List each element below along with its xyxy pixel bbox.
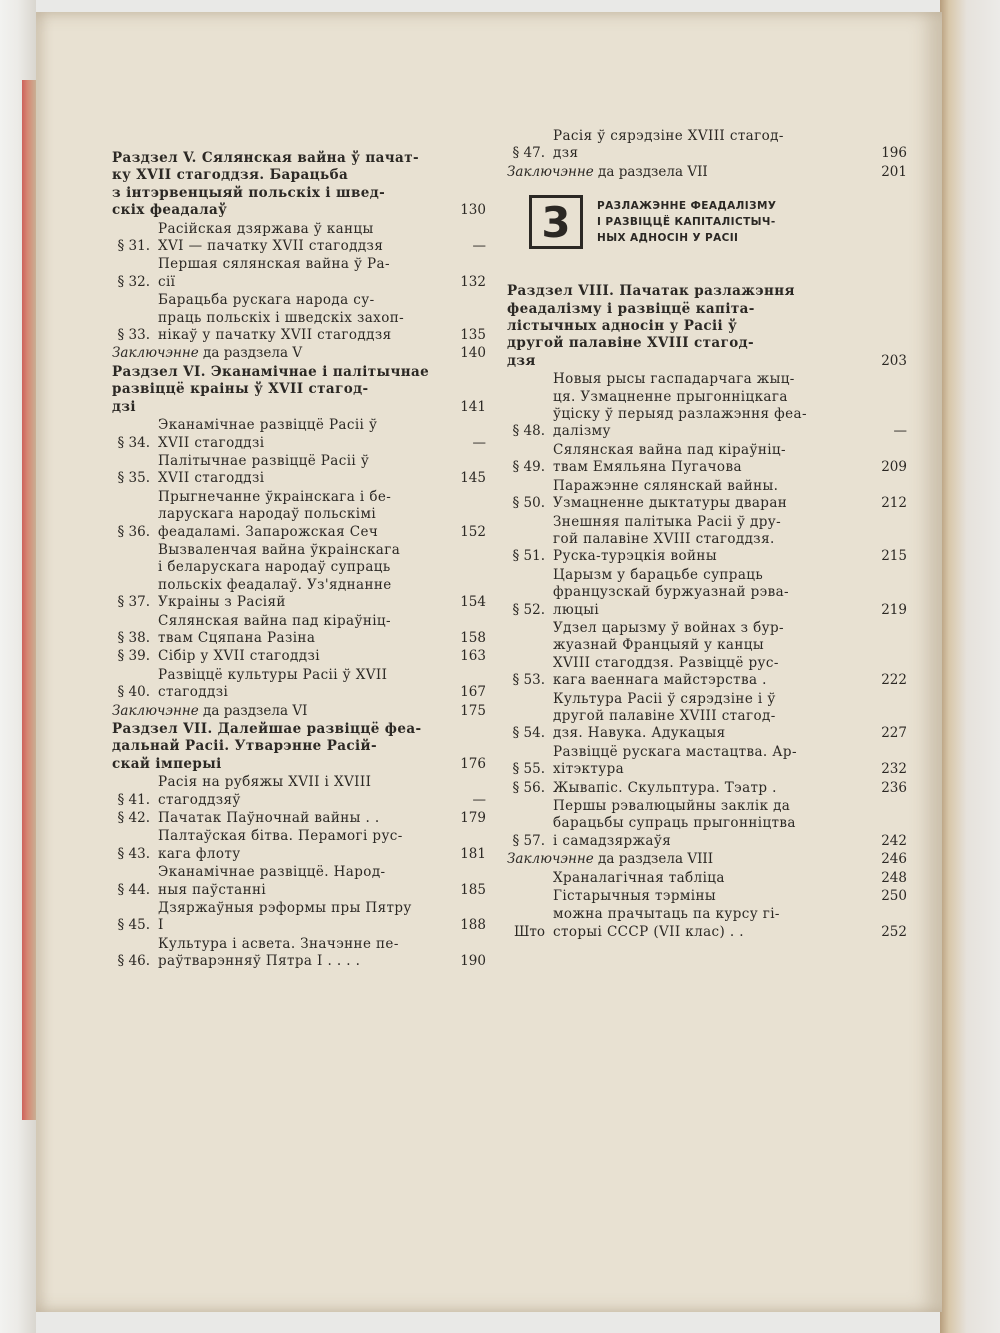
toc-entry-number: Што — [513, 923, 545, 940]
toc-entry-line: да раздзела VII — [593, 163, 708, 180]
toc-entry-line: далізму — [553, 423, 611, 440]
toc-entry-title — [112, 150, 446, 220]
toc-right-column — [507, 128, 907, 942]
toc-entry-title — [158, 489, 446, 541]
toc-entry-title — [158, 613, 446, 648]
toc-entry — [507, 371, 907, 441]
toc-entry-title — [112, 703, 446, 720]
toc-entry — [507, 870, 907, 887]
toc-entry-title — [158, 936, 446, 971]
toc-entry-line: Дзяржаўныя рэформы пры Пятру — [158, 900, 412, 917]
toc-entry-number: § 42. — [117, 810, 150, 827]
toc-entry-title — [112, 345, 446, 362]
toc-entry-line: феадаламі. Запарожская Сеч — [158, 523, 379, 540]
toc-entry-line: Раздзел VII. Далейшае развіццё феа- — [112, 721, 422, 737]
toc-entry-line: Развіццё культуры Расіі ў XVII — [158, 666, 388, 683]
toc-entry-page: 163 — [460, 648, 486, 665]
toc-entry — [507, 567, 907, 619]
toc-entry-page: 248 — [881, 869, 907, 886]
toc-entry-page: 181 — [460, 845, 486, 862]
toc-entry — [112, 810, 486, 827]
toc-entry-line: Культура і асвета. Значэнне пе- — [158, 935, 399, 952]
part-number: 3 — [529, 195, 583, 249]
toc-entry-line: французскай буржуазнай рэва- — [553, 584, 790, 601]
part-heading — [507, 195, 907, 249]
toc-entry-number: § 41. — [117, 791, 150, 808]
toc-entry-line: люцыі — [553, 601, 600, 618]
toc-entry-line: Сялянская вайна пад кіраўніц- — [158, 612, 391, 629]
toc-entry-line: феадалізму і развіццё капіта- — [507, 300, 755, 317]
toc-entry-line: ларускага народаў польскімі — [158, 506, 377, 523]
toc-entry-page: 227 — [881, 725, 907, 742]
toc-entry — [112, 542, 486, 612]
toc-entry-lead: Заключэнне — [112, 702, 199, 719]
toc-entry-lead: Заключэнне — [507, 163, 594, 180]
toc-right-top — [507, 128, 907, 181]
toc-entry-number: § 40. — [117, 684, 150, 701]
toc-entry-line: сторыі СССР (VII клас) . . — [553, 923, 744, 940]
toc-entry-title — [158, 417, 446, 452]
toc-entry-title — [158, 648, 446, 665]
toc-entry-title — [553, 906, 867, 941]
toc-entry — [507, 283, 907, 370]
toc-entry-number: § 45. — [117, 917, 150, 934]
toc-entry-line: кага ваеннага майстэрства . — [553, 672, 767, 689]
toc-entry-title — [553, 744, 867, 779]
toc-entry-page: 250 — [881, 888, 907, 905]
toc-entry-line: Вызваленчая вайна ўкраінскага — [158, 541, 401, 558]
toc-entry-line: Раздзел VIII. Пачатак разлажэння — [507, 283, 795, 300]
toc-entry-page: 167 — [460, 684, 486, 701]
toc-entry-line: твам Емяльяна Пугачова — [553, 459, 742, 476]
toc-entry — [112, 613, 486, 648]
toc-entry-title — [158, 774, 446, 809]
toc-entry — [112, 489, 486, 541]
toc-entry-lead: Заключэнне — [112, 345, 199, 362]
toc-entry-line: Першы рэвалюцыйны заклік да — [553, 798, 791, 814]
toc-entry-page: 135 — [460, 327, 486, 344]
toc-entry-page: — — [472, 791, 486, 808]
toc-entry — [112, 256, 486, 291]
toc-entry-page: 132 — [460, 273, 486, 290]
toc-entry — [112, 417, 486, 452]
toc-entry-title — [553, 371, 867, 441]
toc-entry-page: 185 — [460, 881, 486, 898]
toc-entry-line: польскіх феадалаў. Уз'яднанне — [158, 576, 392, 593]
toc-entry-line: дзя — [553, 145, 579, 162]
toc-entry-title — [553, 567, 867, 619]
toc-entry-line: Раздзел VI. Эканамічнае і палітычнае — [112, 363, 430, 380]
toc-entry-line: Гістарычныя тэрміны — [553, 888, 717, 905]
toc-entry-line: XVII стагоддзі — [158, 434, 265, 451]
toc-entry-page: 212 — [881, 495, 907, 512]
toc-entry-title — [158, 542, 446, 612]
toc-entry — [112, 364, 486, 416]
toc-entry-line: сії — [158, 273, 176, 290]
toc-entry-page: 175 — [460, 702, 486, 719]
toc-entry-number: § 56. — [512, 779, 545, 796]
toc-entry-number: § 38. — [117, 629, 150, 646]
toc-entry-line: Пачатак Паўночнай вайны . . — [158, 810, 380, 827]
toc-entry-number: § 52. — [512, 601, 545, 618]
toc-entry-line: другой палавіне XVIII стагод- — [507, 335, 755, 352]
toc-entry-line: Удзел царызму ў войнах з бур- — [553, 619, 784, 636]
toc-entry-line: дзя — [507, 352, 536, 369]
toc-entry-line: Новыя рысы гаспадарчага жыц- — [553, 371, 795, 388]
toc-entry-number: § 31. — [117, 238, 150, 255]
toc-entry-line: Расія ў сярэдзіне XVIII стагод- — [553, 128, 784, 144]
toc-entry — [112, 828, 486, 863]
toc-entry — [112, 292, 486, 344]
toc-entry-title — [553, 514, 867, 566]
toc-entry-line: Паражэнне сялянскай вайны. — [553, 477, 779, 494]
toc-entry-number: § 47. — [512, 145, 545, 162]
toc-entry-number: § 46. — [117, 953, 150, 970]
toc-entry — [112, 150, 486, 220]
toc-entry — [112, 667, 486, 702]
toc-entry-line: стагоддзяў — [158, 791, 241, 808]
toc-entry-number: § 34. — [117, 434, 150, 451]
toc-entry-page: 196 — [881, 145, 907, 162]
toc-entry-line: жуазнай Францыяй у канцы — [553, 637, 764, 654]
toc-entry-line: XVII стагоддзі — [158, 470, 265, 487]
toc-entry-number: § 49. — [512, 459, 545, 476]
toc-entry-line: другой палавіне XVIII стагод- — [553, 707, 776, 724]
toc-entry — [507, 442, 907, 477]
toc-entry-page: 152 — [460, 523, 486, 540]
toc-entry-number: § 53. — [512, 672, 545, 689]
toc-entry — [507, 164, 907, 181]
toc-entry-title — [158, 221, 446, 256]
toc-entry — [112, 864, 486, 899]
toc-entry — [507, 128, 907, 163]
toc-entry-line: барацьбы супраць прыгонніцтва — [553, 815, 796, 832]
toc-entry — [507, 906, 907, 941]
toc-entry-line: Украіны з Расіяй — [158, 594, 286, 611]
toc-entry-page: 203 — [881, 352, 907, 369]
toc-entry-title — [553, 620, 867, 690]
toc-entry-line: Расія на рубяжы XVII і XVIII — [158, 774, 372, 791]
toc-entry-title — [553, 442, 867, 477]
toc-entry — [507, 888, 907, 905]
toc-entry-title — [158, 810, 446, 827]
toc-entry-page: 130 — [460, 202, 486, 219]
toc-entry-page: 232 — [881, 761, 907, 778]
toc-entry-line: дзі — [112, 398, 136, 415]
toc-left-column — [112, 150, 486, 972]
toc-entry-page: — — [472, 238, 486, 255]
toc-entry-number: § 44. — [117, 881, 150, 898]
toc-entry-number: § 57. — [512, 832, 545, 849]
toc-entry-page: — — [472, 434, 486, 451]
toc-entry — [507, 851, 907, 868]
toc-entry-line: дальнай Расіі. Утварэнне Расій- — [112, 738, 377, 755]
toc-entry-line: гой палавіне XVIII стагоддзя. — [553, 530, 775, 547]
toc-entry-line: Знешняя палітыка Расіі ў дру- — [553, 513, 782, 530]
toc-entry-page: 158 — [460, 629, 486, 646]
toc-entry — [112, 453, 486, 488]
toc-entry-title — [507, 164, 867, 181]
toc-entry-title — [158, 292, 446, 344]
toc-entry-page: — — [893, 423, 907, 440]
toc-entry-number: § 36. — [117, 523, 150, 540]
toc-entry-title — [158, 256, 446, 291]
toc-entry — [112, 345, 486, 362]
toc-entry — [112, 900, 486, 935]
toc-entry-title — [158, 453, 446, 488]
toc-entry-line: развіццё краіны ў XVII стагод- — [112, 381, 369, 398]
toc-entry — [112, 936, 486, 971]
toc-entry-title — [553, 478, 867, 513]
toc-entry — [112, 774, 486, 809]
book-cover-edge — [22, 80, 36, 1120]
toc-entry-number: § 54. — [512, 725, 545, 742]
toc-entry-page: 145 — [460, 470, 486, 487]
toc-entry-line: Руска-турэцкія войны — [553, 548, 717, 565]
toc-entry-page: 179 — [460, 810, 486, 827]
toc-entry-title — [158, 900, 446, 935]
toc-entry — [507, 478, 907, 513]
toc-entry — [507, 620, 907, 690]
toc-entry-title — [158, 828, 446, 863]
toc-entry-line: Раздзел V. Сялянская вайна ў пачат- — [112, 150, 419, 166]
toc-entry-line: хітэктура — [553, 761, 625, 778]
toc-entry-line: да раздзела V — [198, 345, 303, 362]
toc-entry-line: да раздзела VIII — [593, 851, 714, 868]
toc-entry-line: твам Сцяпана Разіна — [158, 629, 316, 646]
toc-entry-number: § 51. — [512, 548, 545, 565]
toc-entry-line: з інтэрвенцыяй польскіх і швед- — [112, 184, 386, 201]
toc-entry-title — [553, 798, 867, 850]
toc-entry — [507, 744, 907, 779]
toc-entry-line: скай імперыі — [112, 755, 222, 772]
toc-entry-line: Палітычнае развіццё Расіі ў — [158, 452, 370, 469]
toc-entry-line: стагоддзі — [158, 684, 229, 701]
toc-entry-page: 190 — [460, 953, 486, 970]
toc-entry-line: ку XVII стагоддзя. Барацьба — [112, 167, 349, 184]
toc-entry — [112, 221, 486, 256]
toc-entry-line: Эканамічнае развіццё. Народ- — [158, 864, 386, 881]
toc-entry-line: скіх феадалаў — [112, 202, 228, 219]
toc-entry-number: § 37. — [117, 594, 150, 611]
toc-entry-page: 188 — [460, 917, 486, 934]
toc-entry-line: і беларускага народаў супраць — [158, 559, 391, 576]
toc-entry-page: 201 — [881, 163, 907, 180]
toc-entry-title — [112, 721, 446, 773]
toc-entry — [507, 798, 907, 850]
toc-entry-number: § 55. — [512, 761, 545, 778]
toc-entry-number: § 33. — [117, 327, 150, 344]
toc-entry — [507, 691, 907, 743]
toc-entry-line: раўтварэнняў Пятра I . . . . — [158, 953, 361, 970]
toc-entry — [507, 514, 907, 566]
toc-entry-line: і самадзяржаўя — [553, 832, 672, 849]
toc-entry-number: § 32. — [117, 273, 150, 290]
toc-entry-title — [553, 780, 867, 797]
toc-entry-title — [158, 864, 446, 899]
toc-entry-title — [158, 667, 446, 702]
toc-entry-line: Развіццё рускага мастацтва. Ар- — [553, 743, 797, 760]
toc-entry-line: Барацьба рускага народа су- — [158, 292, 375, 309]
toc-entry-title — [507, 851, 867, 868]
toc-entry-line: ця. Узмацненне прыгонніцкага — [553, 388, 788, 405]
toc-entry-page: 176 — [460, 755, 486, 772]
toc-entry-page: 215 — [881, 548, 907, 565]
toc-entry — [112, 703, 486, 720]
toc-entry-line: праць польскіх і шведскіх захоп- — [158, 309, 405, 326]
toc-entry-line: I — [158, 917, 164, 934]
toc-entry-page: 209 — [881, 459, 907, 476]
toc-entry-line: Прыгнечанне ўкраінскага і бе- — [158, 488, 392, 505]
toc-entry-page: 252 — [881, 923, 907, 940]
toc-entry-page: 236 — [881, 779, 907, 796]
toc-entry-title — [507, 283, 867, 370]
toc-entry-page: 141 — [460, 398, 486, 415]
toc-entry-lead: Заключэнне — [507, 851, 594, 868]
toc-entry — [507, 780, 907, 797]
toc-entry-line: XVIII стагоддзя. Развіццё рус- — [553, 654, 779, 671]
toc-entry-line: Сялянская вайна пад кіраўніц- — [553, 441, 786, 458]
toc-entry-number: § 48. — [512, 423, 545, 440]
toc-entry-line: кага флоту — [158, 845, 241, 862]
toc-entry-number: § 43. — [117, 845, 150, 862]
toc-entry-page: 140 — [460, 345, 486, 362]
toc-entry-line: Палтаўская бітва. Перамогі рус- — [158, 828, 403, 845]
facing-page-edge — [940, 0, 1000, 1333]
toc-entry-line: Сібір у XVII стагоддзі — [158, 648, 320, 665]
toc-entry-line: XVI — пачатку XVII стагоддзя — [158, 238, 384, 255]
toc-entry-line: Царызм у барацьбе супраць — [553, 566, 764, 583]
toc-entry-title — [112, 364, 446, 416]
toc-entry-number: § 50. — [512, 495, 545, 512]
toc-entry-line: Жывапіс. Скульптура. Тэатр . — [553, 779, 777, 796]
toc-entry-number: § 35. — [117, 470, 150, 487]
toc-entry-line: ўціску ў перыяд разлажэння феа- — [553, 406, 807, 423]
toc-entry-line: Расійская дзяржава ў канцы — [158, 220, 374, 237]
toc-entry-page: 219 — [881, 601, 907, 618]
part-title: РАЗЛАЖЭННЕ ФЕАДАЛІЗМУ І РАЗВІЦЦЁ КАПІТАЛІСТЫЧ- НЫХ АДНОСІН У РАСІІ — [597, 200, 777, 245]
toc-entry — [112, 721, 486, 773]
toc-entry-line: Эканамічнае развіццё Расіі ў — [158, 417, 378, 434]
toc-entry-line: дзя. Навука. Адукацыя — [553, 725, 726, 742]
toc-entry-page: 154 — [460, 594, 486, 611]
toc-entry-line: Культура Расіі ў сярэдзіне і ў — [553, 690, 776, 707]
toc-entry-title — [553, 870, 867, 887]
toc-entry — [112, 648, 486, 665]
toc-entry-line: Узмацненне дыктатуры дваран — [553, 495, 788, 512]
toc-entry-page: 242 — [881, 832, 907, 849]
toc-entry-title — [553, 888, 867, 905]
toc-entry-line: нікаў у пачатку XVII стагоддзя — [158, 327, 392, 344]
toc-entry-title — [553, 691, 867, 743]
toc-entry-page: 222 — [881, 672, 907, 689]
toc-entry-page: 246 — [881, 851, 907, 868]
toc-entry-line: Першая сялянская вайна ў Ра- — [158, 256, 390, 273]
toc-entry-line: да раздзела VI — [198, 702, 308, 719]
toc-entry-line: можна прачытаць па курсу гі- — [553, 906, 780, 923]
toc-right-entries — [507, 283, 907, 941]
toc-entry-line: ныя паўстанні — [158, 881, 267, 898]
toc-entry-line: лістычных адносін у Расіі ў — [507, 318, 738, 335]
toc-entry-title — [553, 128, 867, 163]
toc-entry-line: Храналагічная табліца — [553, 869, 725, 886]
toc-entry-number: § 39. — [117, 648, 150, 665]
